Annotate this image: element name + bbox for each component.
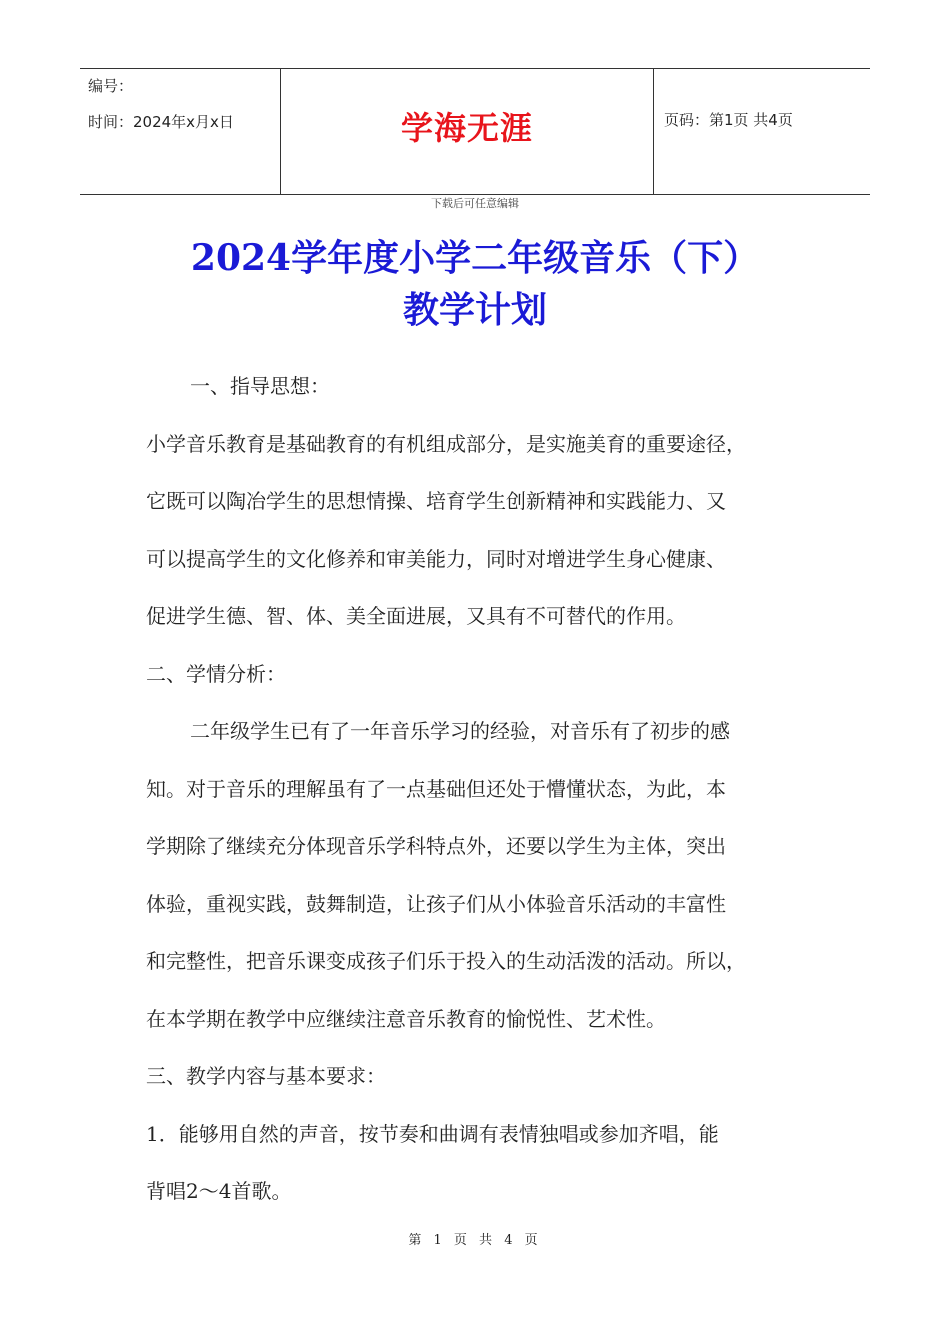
paragraph-line: 它既可以陶冶学生的思想情操、培育学生创新精神和实践能力、又 [146,489,726,513]
paragraph-line: 学期除了继续充分体现音乐学科特点外，还要以学生为主体，突出 [146,834,726,858]
document-title [0,232,950,336]
document-body [146,358,826,1221]
brand-name: 学海无涯 [400,108,533,147]
number-label: 编号： [88,77,134,95]
list-item-1-line: 背唱2～4首歌。 [146,1179,292,1203]
download-caption: 下载后可任意编辑 [431,197,519,210]
header-middle-cell [281,69,654,194]
paragraph-line: 体验，重视实践，鼓舞制造，让孩子们从小体验音乐活动的丰富性 [146,891,726,916]
paragraph-line: 可以提高学生的文化修养和审美能力，同时对增进学生身心健康、 [146,546,726,571]
paragraph-line: 在本学期在教学中应继续注意音乐教育的愉悦性、艺术性。 [146,1006,666,1031]
header-left-cell [80,69,281,194]
header-right-cell [654,57,870,182]
paragraph-line: 知。对于音乐的理解虽有了一点基础但还处于懵懂状态，为此，本 [146,776,726,801]
paragraph-line: 促进学生德、智、体、美全面进展，又具有不可替代的作用。 [146,604,686,628]
paragraph-line: 小学音乐教育是基础教育的有机组成部分，是实施美育的重要途径， [146,431,746,456]
page-footer: 第 1 页 共 4 页 [408,1233,542,1248]
title-line-2: 教学计划 [402,289,547,331]
page-header [80,68,870,195]
section-1-heading: 一、指导思想： [190,374,330,398]
section-3-heading: 三、教学内容与基本要求： [146,1064,386,1088]
list-item-1-line: 1．能够用自然的声音，按节奏和曲调有表情独唱或参加齐唱，能 [146,1121,719,1146]
title-line-1: 2024学年度小学二年级音乐（下） [190,237,760,279]
paragraph-line: 二年级学生已有了一年音乐学习的经验，对音乐有了初步的感 [190,719,730,743]
header-page-info: 页码：第1页 共4页 [664,111,793,129]
section-2-heading: 二、学情分析： [146,661,286,686]
time-label: 时间：2024年x月x日 [88,113,234,131]
paragraph-line: 和完整性，把音乐课变成孩子们乐于投入的生动活泼的活动。所以， [146,949,746,973]
